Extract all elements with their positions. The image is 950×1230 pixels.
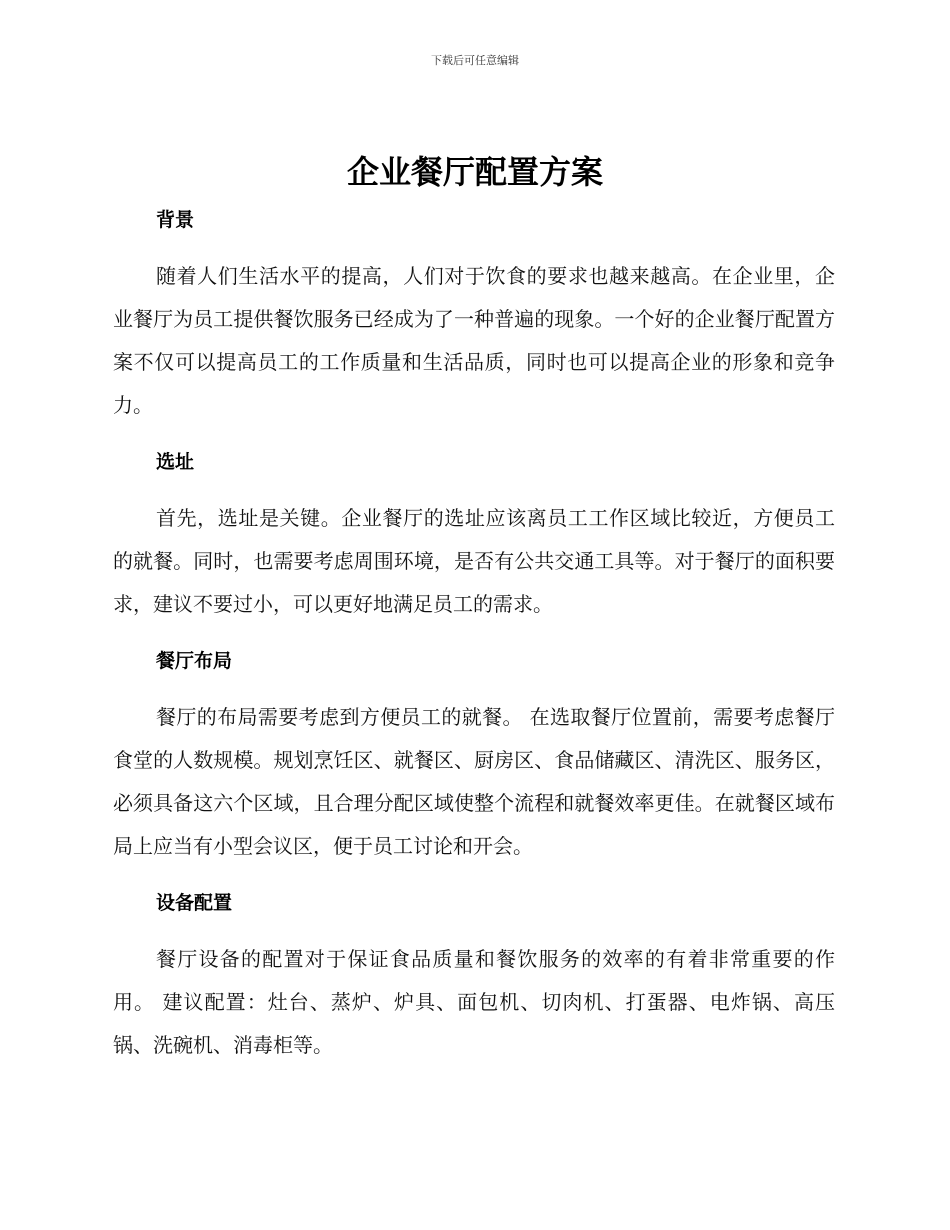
section-heading-background: 背景 xyxy=(156,209,195,231)
section-site-selection xyxy=(113,445,835,626)
section-heading-site-selection: 选址 xyxy=(156,451,195,473)
section-layout xyxy=(113,644,835,868)
section-heading-layout: 餐厅布局 xyxy=(156,650,233,672)
section-background xyxy=(113,203,835,427)
document-title: 企业餐厅配置方案 xyxy=(346,153,603,191)
document-body xyxy=(113,203,835,1085)
section-heading-equipment: 设备配置 xyxy=(156,892,233,914)
section-equipment xyxy=(113,886,835,1067)
section-paragraph-site-selection: 首先，选址是关键。企业餐厅的选址应该离员工工作区域比较近，方便员工的就餐。同时，也需要考虑周围环境，是否有公共交通工具等。对于餐厅的面积要求，建议不要过小，可以更好地满足员工的需求。 xyxy=(113,506,835,616)
section-paragraph-layout: 餐厅的布局需要考虑到方便员工的就餐。 在选取餐厅位置前，需要考虑餐厅食堂的人数规模。规划烹饪区、就餐区、厨房区、食品储藏区、清洗区、服务区，必须具备这六个区域，且合理分配区域使整个流程和就餐效率更佳。在就餐区域布局上应当有小型会议区，便于员工讨论和开会。 xyxy=(113,705,835,858)
section-paragraph-background: 随着人们生活水平的提高，人们对于饮食的要求也越来越高。在企业里，企业餐厅为员工提供餐饮服务已经成为了一种普遍的现象。一个好的企业餐厅配置方案不仅可以提高员工的工作质量和生活品质，同时也可以提高企业的形象和竞争力。 xyxy=(113,264,835,417)
page-header: 下载后可任意编辑 xyxy=(431,54,519,67)
section-paragraph-equipment: 餐厅设备的配置对于保证食品质量和餐饮服务的效率的有着非常重要的作用。 建议配置：灶台、蒸炉、炉具、面包机、切肉机、打蛋器、电炸锅、高压锅、洗碗机、消毒柜等。 xyxy=(113,947,835,1057)
